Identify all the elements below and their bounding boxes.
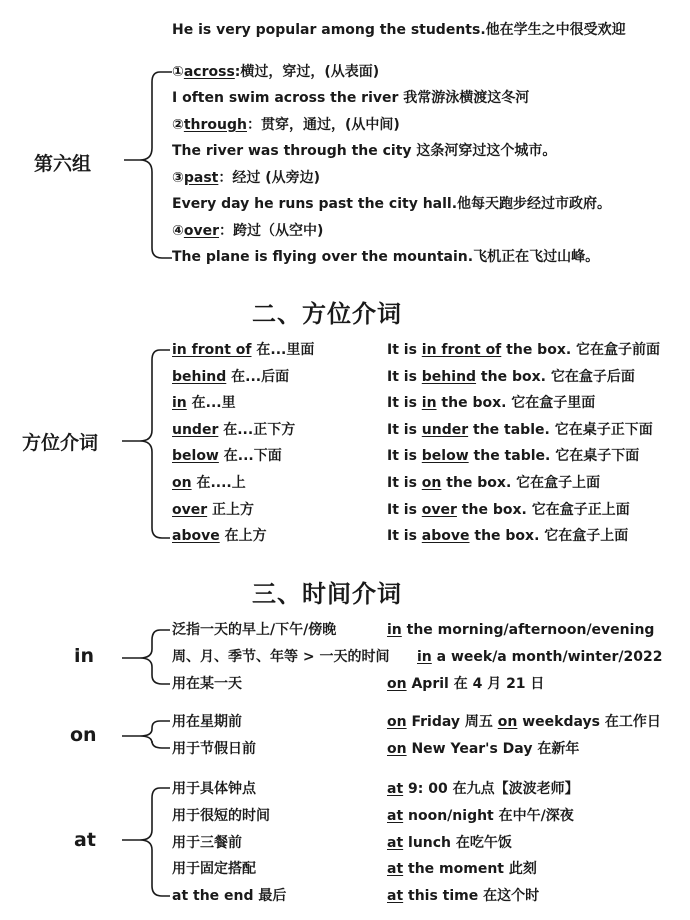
loc-example: It is below the table. 它在桌子下面 xyxy=(387,448,640,464)
time-in-rule: 周、月、季节、年等 > 一天的时间 xyxy=(172,649,390,665)
time-at-example: at this time 在这个时 xyxy=(387,888,540,904)
time-in-example: in the morning/afternoon/evening xyxy=(387,622,655,638)
loc-word: behind 在...后面 xyxy=(172,369,290,385)
time-at-rule: 用于具体钟点 xyxy=(172,781,256,797)
group6-example-across: I often swim across the river 我常游泳横渡这冬河 xyxy=(172,90,530,106)
time-in-example: in a week/a month/winter/2022 xyxy=(417,649,663,665)
time-at-example: at noon/night 在中午/深夜 xyxy=(387,808,574,824)
time-at-rule: 用于三餐前 xyxy=(172,835,242,851)
time-at-example: at lunch 在吃午饭 xyxy=(387,835,512,851)
loc-example: It is above the box. 它在盒子上面 xyxy=(387,528,629,544)
loc-word: in front of 在...里面 xyxy=(172,342,315,358)
group6-item-past: ③past：经过 (从旁边) xyxy=(172,170,321,186)
time-at-example: at 9: 00 在九点【波波老师】 xyxy=(387,781,579,797)
time-on-rule: 用于节假日前 xyxy=(172,741,256,757)
loc-example: It is on the box. 它在盒子上面 xyxy=(387,475,601,491)
time-in-example: on April 在 4 月 21 日 xyxy=(387,676,545,692)
loc-word: below 在...下面 xyxy=(172,448,282,464)
loc-word: in 在...里 xyxy=(172,395,236,411)
loc-word: over 正上方 xyxy=(172,502,255,518)
section2-label: 方位介词 xyxy=(22,432,99,454)
time-on-label: on xyxy=(70,724,97,746)
loc-example: It is behind the box. 它在盒子后面 xyxy=(387,369,635,385)
time-in-rule: 用在某一天 xyxy=(172,676,242,692)
loc-example: It is under the table. 它在桌子正下面 xyxy=(387,422,653,438)
time-at-rule: 用于很短的时间 xyxy=(172,808,270,824)
loc-example: It is in the box. 它在盒子里面 xyxy=(387,395,596,411)
group6-label: 第六组 xyxy=(34,153,92,175)
intro-sentence: He is very popular among the students.他在学生之中很受欢迎 xyxy=(172,22,626,38)
loc-word: on 在....上 xyxy=(172,475,246,491)
group6-item-over: ④over：跨过（从空中) xyxy=(172,223,324,239)
group6-example-through: The river was through the city 这条河穿过这个城市。 xyxy=(172,143,557,159)
time-on-example: on New Year's Day 在新年 xyxy=(387,741,580,757)
time-in-label: in xyxy=(74,645,95,667)
loc-word: above 在上方 xyxy=(172,528,267,544)
time-at-example: at the moment 此刻 xyxy=(387,861,537,877)
section2-heading: 二、方位介词 xyxy=(252,300,402,328)
group6-example-over: The plane is flying over the mountain.飞机正在飞过山峰。 xyxy=(172,249,600,265)
section3-heading: 三、时间介词 xyxy=(252,580,402,608)
loc-word: under 在...正下方 xyxy=(172,422,296,438)
time-at-label: at xyxy=(74,829,96,851)
time-on-rule: 用在星期前 xyxy=(172,714,242,730)
group6-item-through: ②through：贯穿，通过，(从中间) xyxy=(172,117,400,133)
time-at-rule: at the end 最后 xyxy=(172,888,287,904)
loc-example: It is over the box. 它在盒子正上面 xyxy=(387,502,630,518)
group6-item-across: ①across:横过，穿过，(从表面) xyxy=(172,64,380,80)
time-on-example: on Friday 周五 on weekdays 在工作日 xyxy=(387,714,661,730)
loc-example: It is in front of the box. 它在盒子前面 xyxy=(387,342,661,358)
time-at-rule: 用于固定搭配 xyxy=(172,861,256,877)
group6-example-past: Every day he runs past the city hall.他每天跑步经过市政府。 xyxy=(172,196,612,212)
time-in-rule: 泛指一天的早上/下午/傍晚 xyxy=(172,622,337,638)
